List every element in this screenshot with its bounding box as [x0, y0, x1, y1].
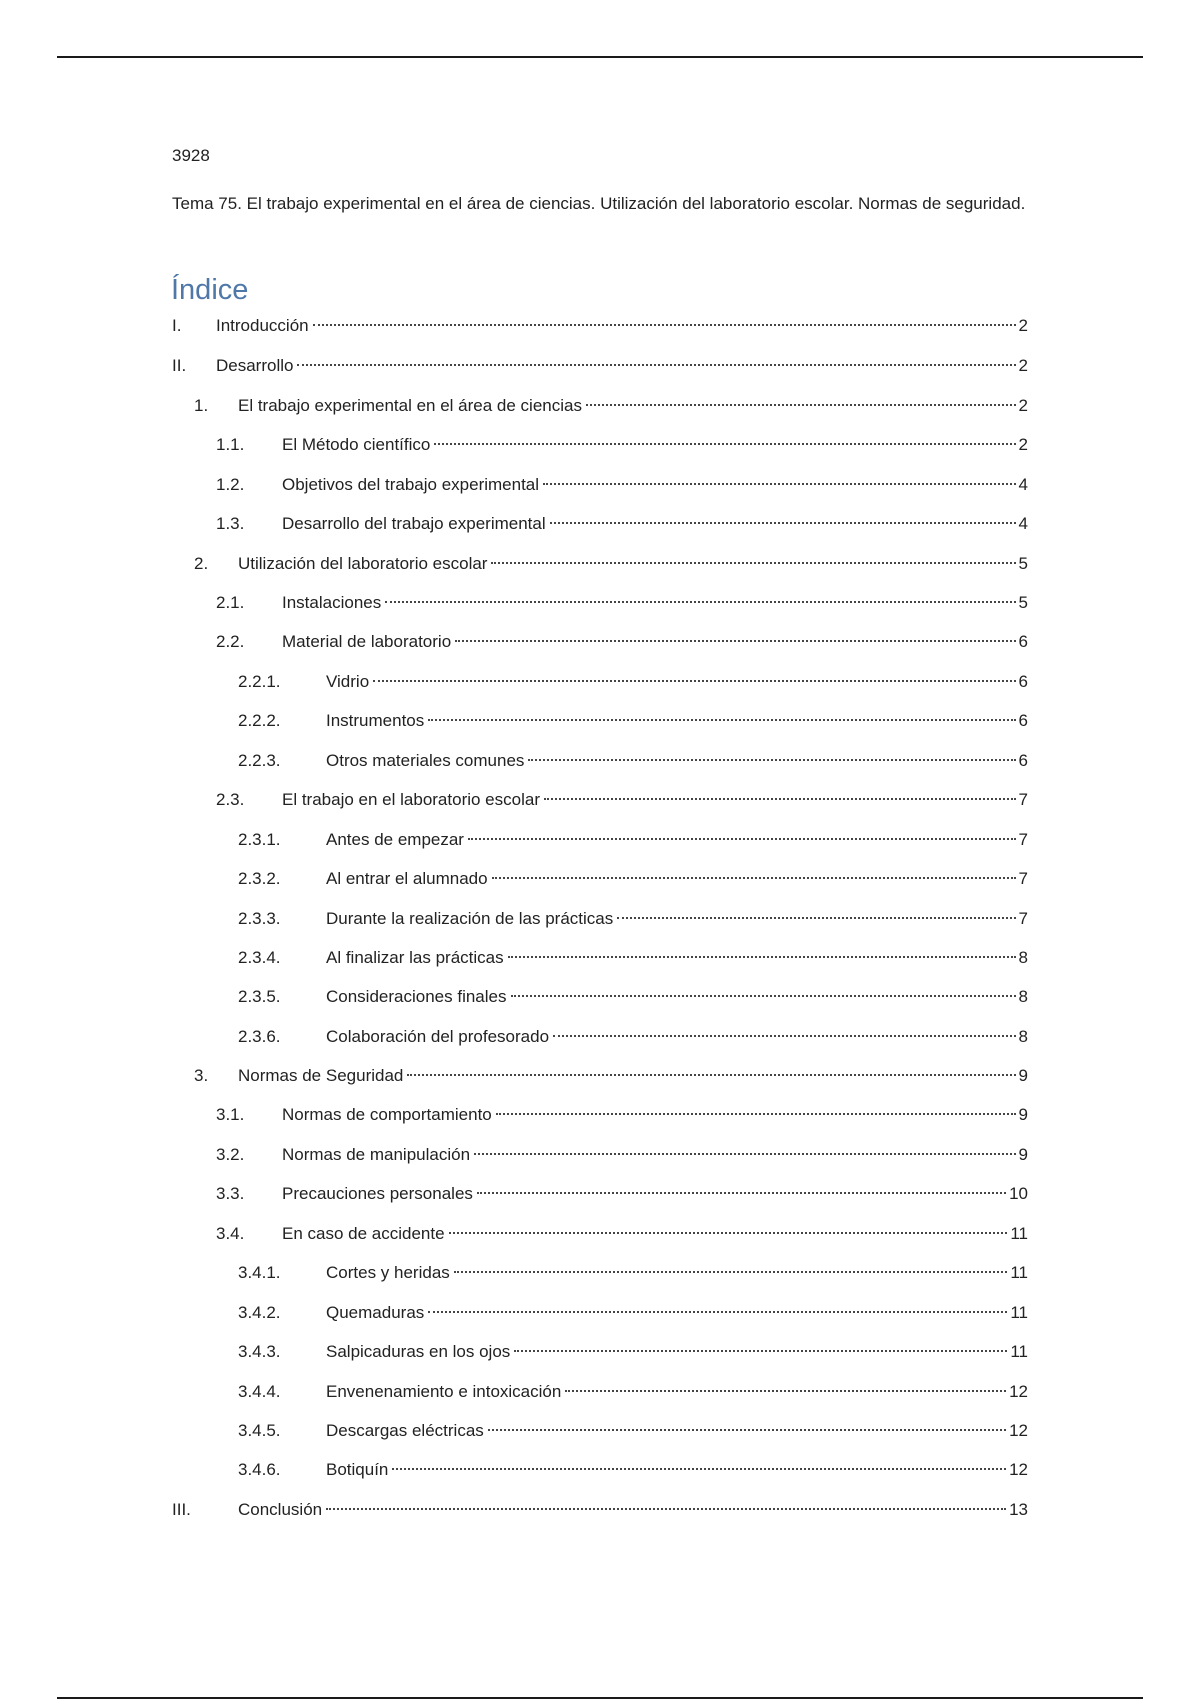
toc-entry-label: Colaboración del profesorado [326, 1027, 550, 1046]
toc-entry-antes-empezar[interactable] [172, 828, 1028, 852]
toc-entry-metodo-cientifico[interactable] [172, 433, 1028, 457]
toc-entry-label: Normas de manipulación [282, 1145, 471, 1164]
toc-dot-leader [326, 1508, 1006, 1510]
toc-entry-number: 2.2.2. [238, 711, 281, 730]
toc-entry-label: Descargas eléctricas [326, 1421, 484, 1440]
toc-entry-page: 2 [1018, 396, 1028, 415]
toc-entry-conclusion[interactable] [172, 1498, 1028, 1522]
toc-entry-entrar-alumnado[interactable] [172, 867, 1028, 891]
toc-entry-desarrollo-trabajo[interactable] [172, 512, 1028, 536]
toc-entry-label: Desarrollo del trabajo experimental [282, 514, 546, 533]
toc-dot-leader [586, 404, 1016, 406]
toc-entry-salpicaduras-ojos[interactable] [172, 1340, 1028, 1364]
toc-entry-page: 12 [1009, 1382, 1028, 1401]
toc-entry-objetivos[interactable] [172, 473, 1028, 497]
toc-entry-finalizar-practicas[interactable] [172, 946, 1028, 970]
toc-dot-leader [514, 1350, 1007, 1352]
toc-entry-page: 9 [1018, 1066, 1028, 1085]
toc-entry-label: Cortes y heridas [326, 1263, 450, 1282]
toc-dot-leader [488, 1429, 1006, 1431]
toc-entry-label: El trabajo en el laboratorio escolar [282, 790, 540, 809]
toc-entry-label: Normas de comportamiento [282, 1105, 492, 1124]
toc-entry-label: Utilización del laboratorio escolar [238, 554, 488, 573]
toc-dot-leader [297, 364, 1015, 366]
toc-entry-trabajo-laboratorio[interactable] [172, 788, 1028, 812]
toc-dot-leader [449, 1232, 1008, 1234]
toc-entry-page: 8 [1018, 987, 1028, 1006]
toc-entry-otros-materiales[interactable] [172, 749, 1028, 773]
toc-entry-number: 2.3.1. [238, 830, 281, 849]
toc-entry-colaboracion-profesorado[interactable] [172, 1025, 1028, 1049]
toc-dot-leader [392, 1468, 1006, 1470]
toc-entry-number: 3.4.3. [238, 1342, 281, 1361]
toc-entry-page: 12 [1009, 1421, 1028, 1440]
table-of-contents [172, 0, 1028, 1700]
toc-entry-page: 6 [1018, 672, 1028, 691]
toc-entry-label: Conclusión [238, 1500, 323, 1519]
toc-entry-normas-seguridad[interactable] [172, 1064, 1028, 1088]
toc-entry-number: 2.2.1. [238, 672, 281, 691]
toc-entry-label: Objetivos del trabajo experimental [282, 475, 540, 494]
toc-entry-label: Quemaduras [326, 1303, 425, 1322]
toc-entry-number: 2. [194, 554, 209, 573]
toc-entry-page: 12 [1009, 1460, 1028, 1479]
toc-entry-number: 3.4.5. [238, 1421, 281, 1440]
toc-entry-number: 1.2. [216, 475, 245, 494]
toc-dot-leader [468, 838, 1016, 840]
toc-entry-number: 3.4.4. [238, 1382, 281, 1401]
toc-entry-envenenamiento[interactable] [172, 1380, 1028, 1404]
toc-entry-number: 3.4.6. [238, 1460, 281, 1479]
toc-entry-number: 3.4.2. [238, 1303, 281, 1322]
toc-entry-label: Introducción [216, 316, 309, 335]
toc-entry-number: 1.1. [216, 435, 245, 454]
toc-entry-label: Al finalizar las prácticas [326, 948, 504, 967]
toc-dot-leader [508, 956, 1016, 958]
toc-entry-caso-accidente[interactable] [172, 1222, 1028, 1246]
toc-entry-label: Al entrar el alumnado [326, 869, 488, 888]
toc-entry-page: 2 [1018, 356, 1028, 375]
toc-entry-number: 2.3.5. [238, 987, 281, 1006]
toc-entry-instrumentos[interactable] [172, 709, 1028, 733]
footer-rule [57, 1697, 1143, 1699]
toc-entry-quemaduras[interactable] [172, 1301, 1028, 1325]
toc-dot-leader [511, 995, 1016, 997]
toc-entry-page: 2 [1018, 316, 1028, 335]
toc-entry-page: 7 [1018, 869, 1028, 888]
toc-heading: Índice [171, 274, 249, 306]
toc-entry-page: 9 [1018, 1105, 1028, 1124]
toc-dot-leader [428, 719, 1015, 721]
toc-entry-label: Desarrollo [216, 356, 294, 375]
toc-entry-page: 11 [1010, 1263, 1028, 1282]
toc-entry-label: Consideraciones finales [326, 987, 507, 1006]
toc-entry-page: 11 [1010, 1224, 1028, 1243]
toc-entry-number: 3.4.1. [238, 1263, 281, 1282]
toc-entry-number: 3. [194, 1066, 209, 1085]
toc-entry-label: Envenenamiento e intoxicación [326, 1382, 562, 1401]
toc-entry-page: 11 [1010, 1303, 1028, 1322]
toc-dot-leader [428, 1311, 1007, 1313]
document-code: 3928 [172, 146, 210, 165]
toc-entry-number: 3.4. [216, 1224, 245, 1243]
toc-entry-number: 2.3.2. [238, 869, 281, 888]
toc-entry-number: II. [172, 356, 187, 375]
toc-dot-leader [455, 640, 1015, 642]
toc-entry-number: 2.3.6. [238, 1027, 281, 1046]
toc-dot-leader [543, 483, 1016, 485]
toc-entry-page: 8 [1018, 948, 1028, 967]
toc-entry-number: 3.2. [216, 1145, 245, 1164]
toc-entry-label: Durante la realización de las prácticas [326, 909, 614, 928]
toc-dot-leader [407, 1074, 1015, 1076]
toc-entry-desarrollo[interactable] [172, 354, 1028, 378]
toc-entry-page: 5 [1018, 554, 1028, 573]
toc-entry-number: 2.3.3. [238, 909, 281, 928]
toc-entry-vidrio[interactable] [172, 670, 1028, 694]
toc-entry-page: 8 [1018, 1027, 1028, 1046]
toc-entry-label: Otros materiales comunes [326, 751, 525, 770]
toc-entry-material-laboratorio[interactable] [172, 630, 1028, 654]
toc-dot-leader [477, 1192, 1006, 1194]
toc-entry-label: Instrumentos [326, 711, 425, 730]
toc-entry-page: 7 [1018, 790, 1028, 809]
toc-dot-leader [491, 562, 1015, 564]
toc-entry-label: El Método científico [282, 435, 431, 454]
document-subject: Tema 75. El trabajo experimental en el área de ciencias. Utilización del laboratorio escolar. Normas de seguridad. [172, 194, 1026, 213]
toc-entry-number: 2.1. [216, 593, 245, 612]
toc-entry-number: 2.3. [216, 790, 245, 809]
toc-entry-label: Instalaciones [282, 593, 382, 612]
toc-entry-page: 6 [1018, 632, 1028, 651]
toc-dot-leader [474, 1153, 1015, 1155]
toc-entry-label: Precauciones personales [282, 1184, 473, 1203]
toc-entry-page: 6 [1018, 711, 1028, 730]
toc-entry-number: 2.3.4. [238, 948, 281, 967]
toc-entry-normas-comportamiento[interactable] [172, 1103, 1028, 1127]
toc-dot-leader [544, 798, 1016, 800]
toc-dot-leader [373, 680, 1015, 682]
toc-entry-normas-manipulacion[interactable] [172, 1143, 1028, 1167]
toc-entry-trabajo-experimental[interactable] [172, 394, 1028, 418]
toc-entry-label: Material de laboratorio [282, 632, 452, 651]
toc-entry-page: 7 [1018, 830, 1028, 849]
toc-entry-label: Vidrio [326, 672, 370, 691]
toc-dot-leader [565, 1390, 1006, 1392]
toc-entry-cortes-heridas[interactable] [172, 1261, 1028, 1285]
toc-dot-leader [492, 877, 1016, 879]
toc-entry-utilizacion-laboratorio[interactable] [172, 552, 1028, 576]
toc-entry-precauciones-personales[interactable] [172, 1182, 1028, 1206]
toc-entry-page: 7 [1018, 909, 1028, 928]
toc-entry-label: Botiquín [326, 1460, 389, 1479]
toc-entry-number: 1. [194, 396, 209, 415]
toc-entry-consideraciones-finales[interactable] [172, 985, 1028, 1009]
toc-entry-number: 1.3. [216, 514, 245, 533]
toc-entry-page: 5 [1018, 593, 1028, 612]
toc-entry-introduccion[interactable] [172, 314, 1028, 338]
toc-entry-page: 9 [1018, 1145, 1028, 1164]
toc-entry-number: 2.2. [216, 632, 245, 651]
toc-entry-label: El trabajo experimental en el área de ciencias [238, 396, 582, 415]
toc-dot-leader [617, 917, 1015, 919]
toc-entry-page: 4 [1018, 475, 1028, 494]
toc-entry-durante-practicas[interactable] [172, 907, 1028, 931]
toc-entry-page: 6 [1018, 751, 1028, 770]
toc-entry-label: Antes de empezar [326, 830, 464, 849]
toc-entry-label: Salpicaduras en los ojos [326, 1342, 511, 1361]
toc-entry-label: En caso de accidente [282, 1224, 445, 1243]
toc-dot-leader [496, 1113, 1016, 1115]
toc-entry-number: I. [172, 316, 182, 335]
toc-dot-leader [454, 1271, 1008, 1273]
toc-entry-number: 3.1. [216, 1105, 245, 1124]
toc-entry-botiquin[interactable] [172, 1458, 1028, 1482]
toc-dot-leader [313, 324, 1016, 326]
toc-dot-leader [528, 759, 1015, 761]
toc-entry-instalaciones[interactable] [172, 591, 1028, 615]
toc-entry-label: Normas de Seguridad [238, 1066, 404, 1085]
toc-entry-page: 13 [1009, 1500, 1028, 1519]
toc-dot-leader [385, 601, 1015, 603]
toc-entry-number: 3.3. [216, 1184, 245, 1203]
toc-entry-page: 4 [1018, 514, 1028, 533]
toc-entry-page: 11 [1010, 1342, 1028, 1361]
toc-entry-number: 2.2.3. [238, 751, 281, 770]
toc-dot-leader [553, 1035, 1015, 1037]
toc-entry-page: 2 [1018, 435, 1028, 454]
toc-dot-leader [434, 443, 1015, 445]
toc-entry-page: 10 [1009, 1184, 1028, 1203]
toc-entry-descargas-electricas[interactable] [172, 1419, 1028, 1443]
toc-dot-leader [550, 522, 1016, 524]
toc-entry-number: III. [172, 1500, 191, 1519]
